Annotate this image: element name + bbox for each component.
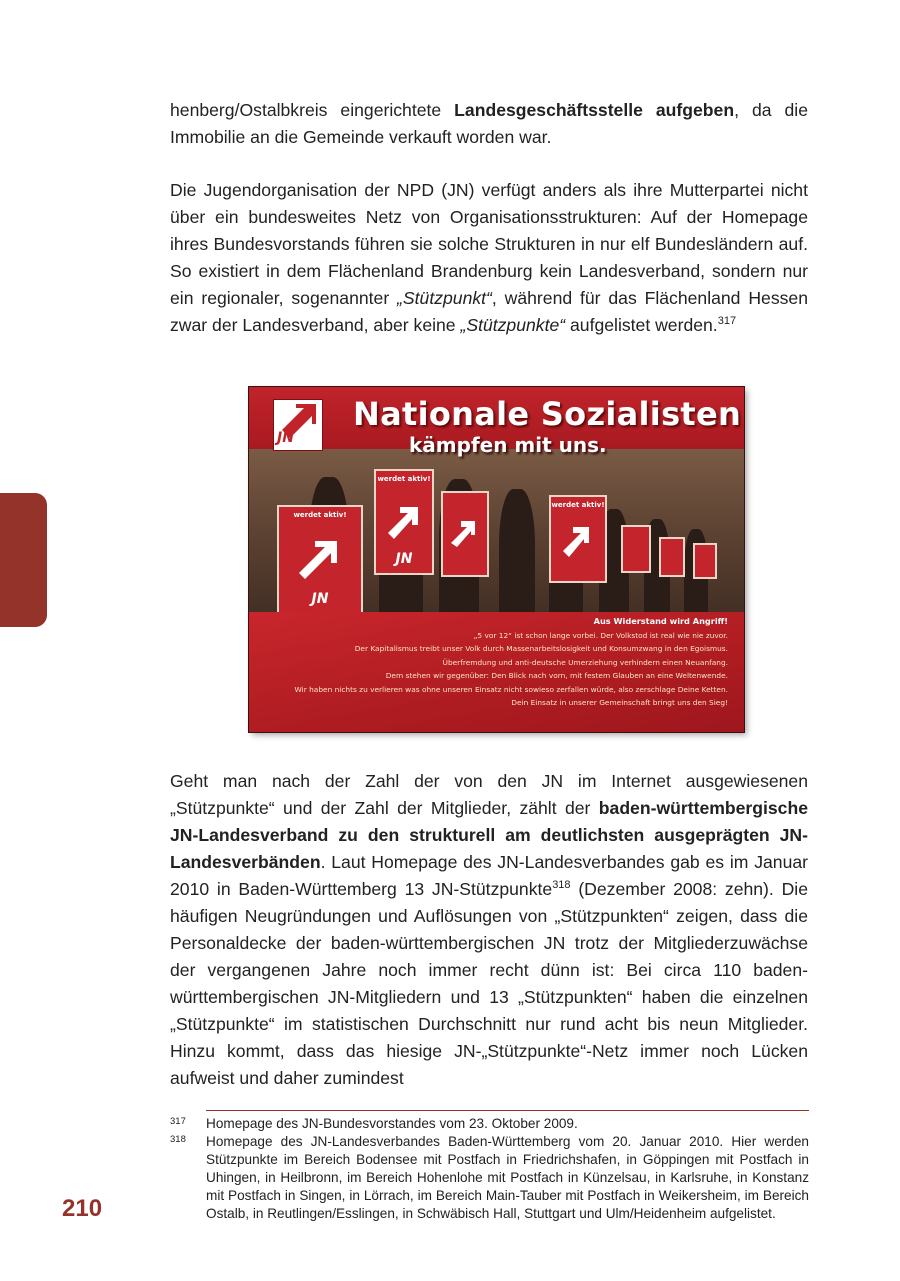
paragraph-3-text-a: Geht man nach der Zahl der von den JN im Internet ausgewiesenen „Stützpunkte“ und der Zahl der Mitglieder, zählt der xyxy=(170,771,808,818)
placard-mark: JN xyxy=(311,591,329,607)
placard xyxy=(659,537,685,577)
footnote-number: 317 xyxy=(170,1116,186,1127)
footnote-divider xyxy=(206,1110,809,1111)
paragraph-2 xyxy=(170,177,808,339)
poster-text-lines xyxy=(258,615,728,710)
poster-headline: Nationale Sozialisten xyxy=(353,395,742,433)
marcher xyxy=(499,489,535,629)
footnote-ref-318[interactable]: 318 xyxy=(552,879,571,891)
poster-line: „5 vor 12“ ist schon lange vorbei. Der Volkstod ist real wie nie zuvor. xyxy=(473,630,728,640)
paragraph-3 xyxy=(170,768,808,1092)
poster-line: Der Kapitalismus treibt unser Volk durch Massenarbeitslosigkeit und Konsumzwang in den Egoismus. xyxy=(354,644,728,653)
placard xyxy=(374,469,434,575)
jn-logo xyxy=(273,399,323,451)
footnote-318 xyxy=(170,1133,809,1223)
poster-subline: kämpfen mit uns. xyxy=(409,433,607,457)
jn-logo-text: JN xyxy=(277,430,294,446)
placard xyxy=(549,495,607,583)
placard xyxy=(441,491,489,577)
paragraph-2-text-a: Die Jugendorganisation der NPD (JN) verfügt anders als ihre Mutterpartei nicht über ein bundesweites Netz von Organisationsstrukturen: Auf der Homepage ihres Bundesvorstands führen sie solche Strukturen in nur elf Bundesländern auf. So existiert in dem Flächenland Brandenburg kein Landesverband, sondern nur ein regionaler, sogenannter xyxy=(170,180,808,308)
placard-arrow-icon xyxy=(279,529,361,589)
paragraph-1-text-b: , da die Immobilie an die Gemeinde verkauft worden war. xyxy=(170,100,808,147)
placard-mark: JN xyxy=(395,551,413,567)
placard-arrow-icon xyxy=(376,491,432,551)
poster-line: Überfremdung und anti-deutsche Umerziehung verhindern einen Neuanfang. xyxy=(442,657,728,667)
poster-line: Wir haben nichts zu verlieren was ohne unseren Einsatz nicht sowieso zerfallen würde, also zerschlage Deine Ketten. xyxy=(294,684,728,694)
placard-arrow-icon xyxy=(443,507,487,557)
paragraph-2-text-c: aufgelistet werden. xyxy=(565,315,718,335)
poster-line: Dem stehen wir gegenüber: Den Blick nach vorn, mit festem Glauben an eine Weltenwende. xyxy=(385,671,728,680)
placard-text: werdet aktiv! xyxy=(293,511,347,519)
paragraph-1 xyxy=(170,97,808,151)
poster-line: Dein Einsatz in unserer Gemeinschaft bringt uns den Sieg! xyxy=(511,698,728,707)
footnote-text: Homepage des JN-Bundesvorstandes vom 23. Oktober 2009. xyxy=(206,1116,578,1131)
placard xyxy=(621,525,651,573)
chapter-side-tab xyxy=(0,493,47,627)
placard xyxy=(693,543,717,579)
paragraph-3-text-b: . Laut Homepage des JN-Landesverbandes gab es im Januar 2010 in Baden-Württemberg 13 JN-Stützpunkte xyxy=(170,852,808,899)
footnote-number: 318 xyxy=(170,1134,186,1145)
paragraph-2-italic-b: „Stützpunkte“ xyxy=(460,315,566,335)
paragraph-3-bold: baden-württembergische JN-Landesverband zu den strukturell am deutlichsten ausgeprägten JN-Landesverbänden xyxy=(170,798,808,872)
page-number: 210 xyxy=(62,1195,103,1222)
paragraph-2-italic-a: „Stützpunkt“ xyxy=(397,288,492,308)
footnote-317 xyxy=(170,1115,809,1133)
placard-text: werdet aktiv! xyxy=(377,475,431,483)
placard xyxy=(277,505,363,615)
footnote-ref-317[interactable]: 317 xyxy=(717,315,737,327)
placard-arrow-icon xyxy=(551,515,605,565)
footnote-text: Homepage des JN-Landesverbandes Baden-Württemberg vom 20. Januar 2010. Hier werden Stützpunkte im Bereich Bodensee mit Postfach in Friedrichshafen, in Göppingen mit Postfach in Uhingen, in Heilbronn, im Bereich Hohenlohe mit Postfach in Künzelsau, in Karlsruhe, in Konstanz mit Postfach in Singen, in Lörrach, im Bereich Main-Tauber mit Postfach in Weikersheim, im Bereich Ostalb, in Reutlingen/Esslingen, in Schwäbisch Hall, Stuttgart und Ulm/Heidenheim aufgelistet. xyxy=(206,1134,809,1221)
paragraph-1-bold: Landesgeschäftsstelle aufgeben xyxy=(454,100,735,120)
paragraph-2-text-b: , während für das Flächenland Hessen zwar der Landesverband, aber keine xyxy=(170,288,808,335)
placard-text: werdet aktiv! xyxy=(551,501,605,509)
paragraph-3-text-c: (Dezember 2008: zehn). Die häufigen Neugründungen und Auflösungen von „Stützpunkten“ zeigen, dass die Personaldecke der baden-württembergischen JN trotz der Mitgliederzuwächse der vergangenen Jahre noch immer recht dünn ist: Bei circa 110 baden-württembergischen JN-Mitgliedern und 13 „Stützpunkten“ haben die einzelnen „Stützpunkte“ im statistischen Durchschnitt nur rund acht bis neun Mitglieder. Hinzu kommt, dass das hiesige JN-„Stützpunkte“-Netz immer noch Lücken aufweist und daher zumindest xyxy=(170,879,808,1088)
campaign-poster-image xyxy=(249,387,744,732)
paragraph-1-text-a: henberg/Ostalbkreis eingerichtete xyxy=(170,100,455,120)
poster-line: Aus Widerstand wird Angriff! xyxy=(593,616,728,626)
